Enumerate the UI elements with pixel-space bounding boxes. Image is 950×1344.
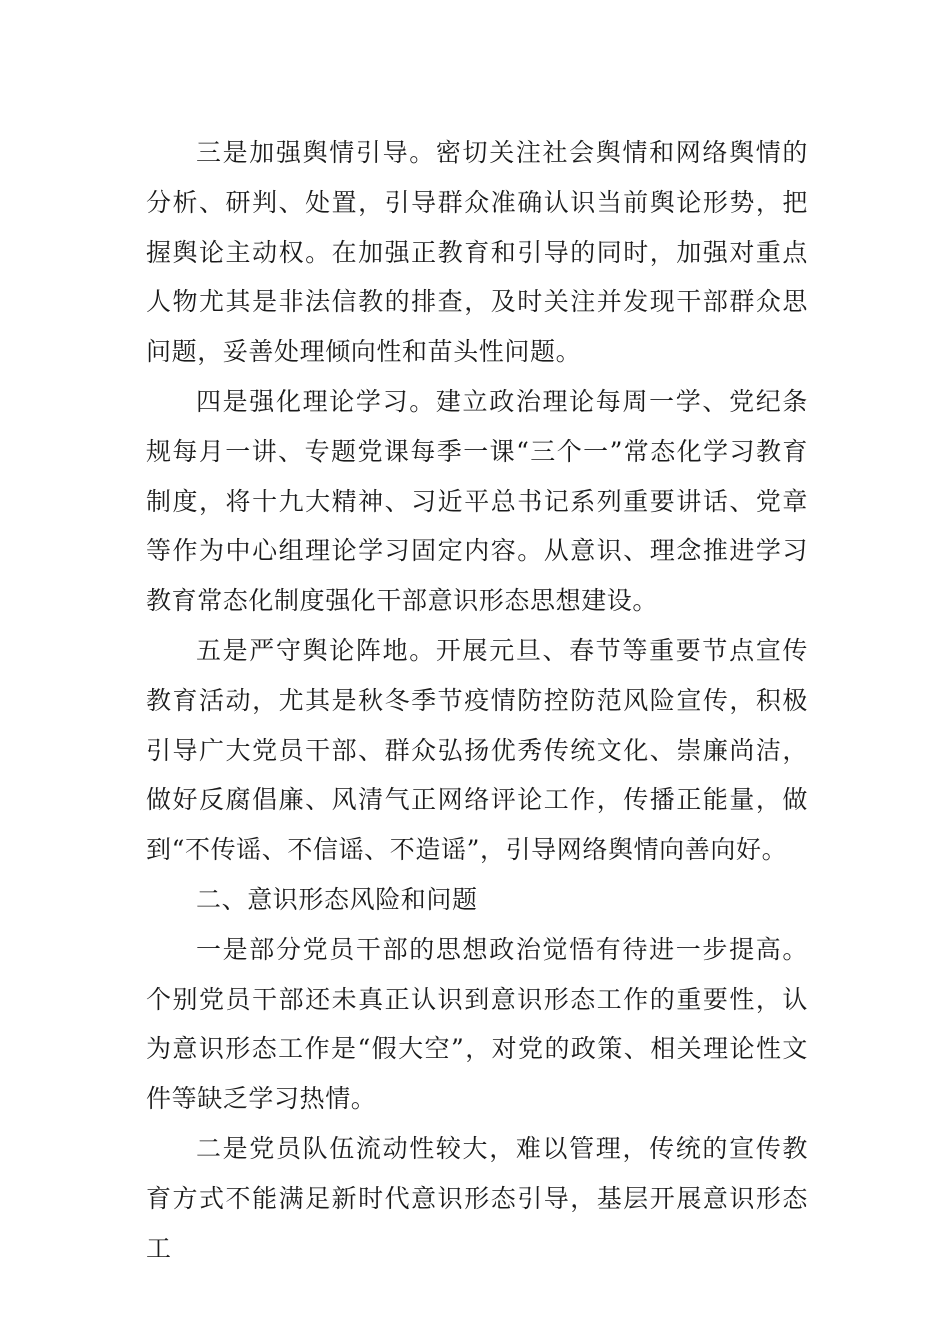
- section-heading-risks-and-problems: 二、意识形态风险和问题: [196, 884, 478, 914]
- paragraph-political-awareness: 一是部分党员干部的思想政治觉悟有待进一步提高。个别党员干部还未真正认识到意识形态工作的重要性，认为意识形态工作是“假大空”，对党的政策、相关理论性文件等缺乏学习热情。: [146, 934, 808, 1114]
- document-page: [146, 128, 808, 1273]
- paragraph-member-mobility: 二是党员队伍流动性较大，难以管理，传统的宣传教育方式不能满足新时代意识形态引导，基层开展意识形态工: [146, 1133, 808, 1263]
- paragraph-opinion-front: 五是严守舆论阵地。开展元旦、春节等重要节点宣传教育活动，尤其是秋冬季节疫情防控防范风险宣传，积极引导广大党员干部、群众弘扬优秀传统文化、崇廉尚洁，做好反腐倡廉、风清气正网络评论工作，传播正能量，做到“不传谣、不信谣、不造谣”，引导网络舆情向善向好。: [146, 635, 808, 865]
- paragraph-public-opinion-guidance: 三是加强舆情引导。密切关注社会舆情和网络舆情的分析、研判、处置，引导群众准确认识当前舆论形势，把握舆论主动权。在加强正教育和引导的同时，加强对重点人物尤其是非法信教的排查，及时关注并发现干部群众思问题，妥善处理倾向性和苗头性问题。: [146, 138, 808, 367]
- paragraph-theory-study: 四是强化理论学习。建立政治理论每周一学、党纪条规每月一讲、专题党课每季一课“三个一”常态化学习教育制度，将十九大精神、习近平总书记系列重要讲话、党章等作为中心组理论学习固定内容。从意识、理念推进学习教育常态化制度强化干部意识形态思想建设。: [146, 386, 808, 616]
